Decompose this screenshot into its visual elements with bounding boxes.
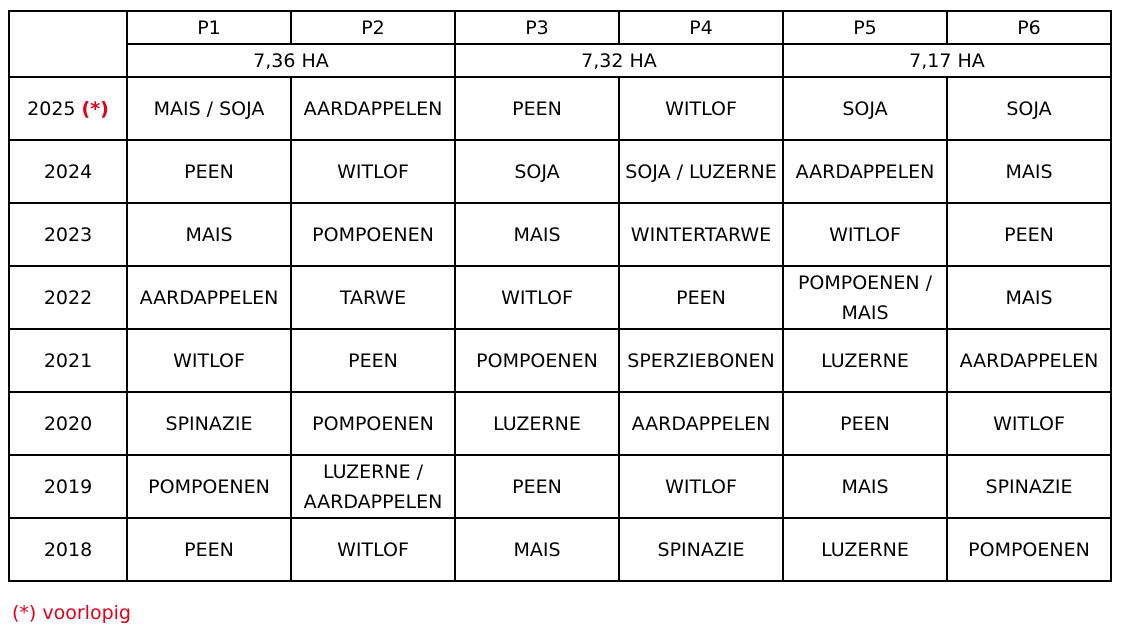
year-row (9, 77, 1111, 140)
crop-cell (619, 392, 783, 455)
year-cell (9, 140, 127, 203)
year-label: 2020 (43, 412, 93, 435)
year-label: 2025 (27, 97, 76, 120)
crop-cell (127, 455, 291, 518)
crop-label: LUZERNE (493, 412, 581, 435)
crop-cell (291, 77, 455, 140)
crop-label: MAIS (513, 223, 561, 246)
crop-cell (291, 266, 455, 329)
year-label: 2018 (43, 538, 93, 561)
crop-cell (291, 140, 455, 203)
crop-label: WINTERTARWE (630, 223, 772, 246)
crop-label: SOJA (514, 160, 560, 183)
crop-cell (947, 518, 1111, 581)
crop-label: PEEN (184, 538, 234, 561)
crop-label: SPINAZIE (165, 412, 253, 435)
area-header-cell: 7,32 HA (455, 44, 783, 77)
crop-cell (127, 329, 291, 392)
crop-cell (783, 266, 947, 329)
plot-header-p4: P4 (619, 11, 783, 44)
crop-label: POMPOENEN (312, 223, 434, 246)
crop-label: MAIS / SOJA (153, 97, 265, 120)
crop-cell (947, 392, 1111, 455)
year-cell (9, 77, 127, 140)
crop-cell (783, 392, 947, 455)
crop-label: SOJA (1006, 97, 1052, 120)
crop-label: SPINAZIE (985, 475, 1073, 498)
crop-label: WITLOF (993, 412, 1065, 435)
crop-cell (291, 518, 455, 581)
crop-cell (127, 518, 291, 581)
plot-header-p6: P6 (947, 11, 1111, 44)
crop-label: WITLOF (665, 475, 737, 498)
year-label: 2023 (43, 223, 93, 246)
crop-cell (783, 455, 947, 518)
crop-label: AARDAPPELEN (303, 97, 443, 120)
year-row (9, 518, 1111, 581)
crop-cell (455, 518, 619, 581)
year-label: 2021 (43, 349, 93, 372)
plot-header-p2: P2 (291, 11, 455, 44)
crop-label: POMPOENEN / (797, 271, 933, 294)
crop-cell (127, 77, 291, 140)
table-body (9, 11, 1111, 581)
plot-header-p3: P3 (455, 11, 619, 44)
crop-cell (783, 518, 947, 581)
year-cell (9, 266, 127, 329)
crop-label: WITLOF (501, 286, 573, 309)
crop-cell (783, 77, 947, 140)
crop-cell (127, 392, 291, 455)
year-cell (9, 455, 127, 518)
crop-cell (619, 455, 783, 518)
crop-cell (619, 266, 783, 329)
year-row (9, 329, 1111, 392)
crop-label: PEEN (1004, 223, 1054, 246)
crop-label: WITLOF (829, 223, 901, 246)
crop-cell (455, 203, 619, 266)
provisional-marker: (*) (81, 97, 109, 120)
crop-label: TARWE (339, 286, 407, 309)
crop-cell (127, 203, 291, 266)
crop-label: WITLOF (337, 160, 409, 183)
crop-cell (947, 455, 1111, 518)
crop-cell (291, 455, 455, 518)
crop-label: AARDAPPELEN (959, 349, 1099, 372)
year-row (9, 392, 1111, 455)
year-row (9, 140, 1111, 203)
crop-label: PEEN (512, 475, 562, 498)
year-cell (9, 329, 127, 392)
crop-label: MAIS (1005, 160, 1053, 183)
area-header-cell: 7,36 HA (127, 44, 455, 77)
crop-cell (619, 518, 783, 581)
crop-cell (455, 140, 619, 203)
crop-label: AARDAPPELEN (631, 412, 771, 435)
year-cell (9, 203, 127, 266)
crop-label: PEEN (348, 349, 398, 372)
year-label: 2022 (43, 286, 93, 309)
crop-label: POMPOENEN (148, 475, 270, 498)
crop-cell (291, 329, 455, 392)
crop-cell (947, 329, 1111, 392)
crop-label: PEEN (840, 412, 890, 435)
crop-label: POMPOENEN (312, 412, 434, 435)
crop-label: LUZERNE (821, 538, 909, 561)
crop-cell (947, 77, 1111, 140)
crop-cell (619, 77, 783, 140)
area-header-cell: 7,17 HA (783, 44, 1111, 77)
crop-cell (619, 203, 783, 266)
year-row (9, 203, 1111, 266)
crop-label: AARDAPPELEN (303, 490, 443, 513)
crop-cell (947, 266, 1111, 329)
crop-label: LUZERNE (821, 349, 909, 372)
area-header-row (9, 44, 1111, 77)
footnote: (*) voorlopig (12, 602, 131, 624)
crop-label: MAIS (841, 475, 889, 498)
plot-header-row (9, 11, 1111, 44)
year-row (9, 455, 1111, 518)
crop-cell (291, 203, 455, 266)
crop-cell (291, 392, 455, 455)
year-cell (9, 392, 127, 455)
corner-cell (9, 11, 127, 77)
year-label: 2019 (43, 475, 93, 498)
plot-header-p1: P1 (127, 11, 291, 44)
plot-header-p5: P5 (783, 11, 947, 44)
crop-label: LUZERNE / (322, 460, 424, 483)
crop-cell (127, 140, 291, 203)
crop-label: SPINAZIE (657, 538, 745, 561)
crop-label: SPERZIEBONEN (627, 349, 775, 372)
year-label: 2024 (43, 160, 93, 183)
crop-cell (455, 455, 619, 518)
crop-cell (619, 140, 783, 203)
crop-cell (455, 329, 619, 392)
crop-cell (455, 77, 619, 140)
crop-cell (455, 266, 619, 329)
year-cell (9, 518, 127, 581)
crop-label: SOJA / LUZERNE (625, 160, 777, 183)
crop-label: AARDAPPELEN (139, 286, 279, 309)
crop-label: WITLOF (665, 97, 737, 120)
crop-label: MAIS (1005, 286, 1053, 309)
crop-label: MAIS (185, 223, 233, 246)
crop-cell (127, 266, 291, 329)
crop-label: PEEN (676, 286, 726, 309)
crop-label: MAIS (841, 301, 889, 324)
crop-label: AARDAPPELEN (795, 160, 935, 183)
crop-label: POMPOENEN (476, 349, 598, 372)
crop-label: WITLOF (173, 349, 245, 372)
crop-label: PEEN (184, 160, 234, 183)
crop-label: POMPOENEN (968, 538, 1090, 561)
crop-cell (783, 329, 947, 392)
crop-cell (619, 329, 783, 392)
crop-label: PEEN (512, 97, 562, 120)
crop-cell (947, 140, 1111, 203)
crop-rotation-table (8, 10, 1112, 582)
crop-label: WITLOF (337, 538, 409, 561)
crop-label: MAIS (513, 538, 561, 561)
crop-cell (783, 140, 947, 203)
crop-cell (455, 392, 619, 455)
crop-cell (783, 203, 947, 266)
year-row (9, 266, 1111, 329)
crop-cell (947, 203, 1111, 266)
crop-label: SOJA (842, 97, 888, 120)
